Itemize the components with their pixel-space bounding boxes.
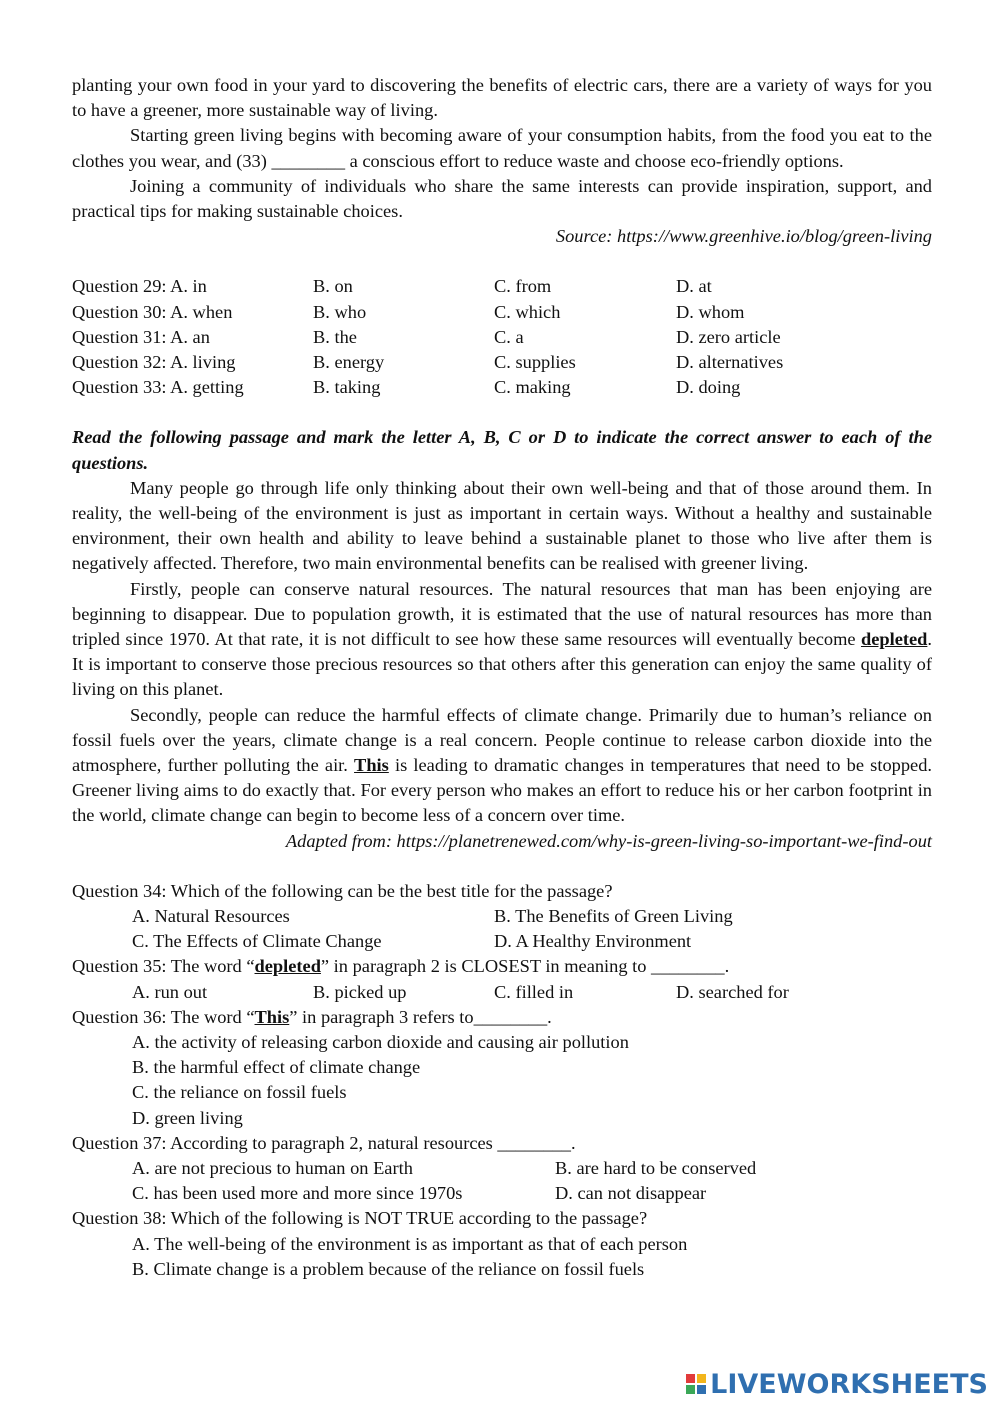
option-b[interactable]: B. who — [313, 301, 367, 322]
question-row-33 — [72, 375, 932, 400]
question-37-options-row-1 — [72, 1156, 932, 1181]
question-35-stem-b: ” in paragraph 2 is CLOSEST in meaning to ________. — [320, 956, 730, 977]
option-b[interactable]: B. The Benefits of Green Living — [494, 906, 733, 927]
keyword-this: This — [254, 1006, 290, 1027]
option-c[interactable]: C. making — [494, 377, 571, 398]
keyword-depleted: depleted — [860, 628, 928, 649]
option-c[interactable]: C. has been used more and more since 1970s — [132, 1183, 463, 1204]
question-36-stem-b: ” in paragraph 3 refers to________. — [289, 1006, 552, 1027]
option-c[interactable]: C. from — [494, 276, 552, 297]
question-35-options — [72, 980, 932, 1005]
option-d[interactable]: D. can not disappear — [555, 1183, 707, 1204]
spacer — [72, 249, 932, 274]
question-35-stem-a: Question 35: The word “ — [72, 956, 255, 977]
passage2-paragraph-2 — [72, 577, 932, 703]
reading-instruction: Read the following passage and mark the letter A, B, C or D to indicate the correct answer to each of the questions. — [72, 427, 932, 473]
option-c[interactable]: C. supplies — [494, 351, 576, 372]
liveworksheets-logo-text: LIVEWORKSHEETS — [710, 1368, 988, 1400]
worksheet-page — [72, 73, 932, 1282]
question-37-options-row-2 — [72, 1181, 932, 1206]
passage2-p3-text-b: is leading to dramatic changes in temperatures that need to be stopped. Greener living aims to do exactly that. For every person who makes an effort to reduce his or her carbon footprint in the world, climate change can begin to become less of a concern over time. — [72, 755, 932, 826]
question-row-32 — [72, 350, 932, 375]
question-34-stem: Question 34: Which of the following can be the best title for the passage? — [72, 880, 613, 901]
liveworksheets-logo — [685, 1369, 988, 1399]
keyword-depleted: depleted — [254, 956, 321, 977]
option-b[interactable]: B. the harmful effect of climate change — [132, 1057, 421, 1078]
option-d[interactable]: D. alternatives — [676, 351, 784, 372]
option-a[interactable]: A. the activity of releasing carbon dioxide and causing air pollution — [132, 1031, 629, 1052]
option-a[interactable]: A. are not precious to human on Earth — [132, 1158, 413, 1178]
option-c[interactable]: C. filled in — [494, 981, 574, 1002]
question-row-29 — [72, 274, 932, 299]
option-d[interactable]: D. searched for — [676, 981, 789, 1002]
question-34-options-row-2 — [72, 929, 932, 954]
passage1-paragraph-1: Starting green living begins with becoming aware of your consumption habits, from the food you eat to the clothes you wear, and (33) ________ a conscious effort to reduce waste and choose eco-friendly options. — [72, 125, 932, 171]
spacer — [72, 400, 932, 425]
option-a[interactable]: Question 30: A. when — [72, 301, 233, 322]
question-38-stem: Question 38: Which of the following is NOT TRUE according to the passage? — [72, 1208, 648, 1229]
question-35-stem — [72, 954, 932, 979]
question-row-31 — [72, 325, 932, 350]
option-b[interactable]: B. are hard to be conserved — [555, 1158, 757, 1178]
option-d[interactable]: D. whom — [676, 301, 745, 322]
option-a[interactable]: A. The well-being of the environment is as important as that of each person — [132, 1233, 688, 1254]
option-c[interactable]: C. the reliance on fossil fuels — [132, 1082, 347, 1103]
option-d[interactable]: D. doing — [676, 377, 741, 398]
option-a[interactable]: A. run out — [132, 981, 208, 1002]
option-a[interactable]: Question 31: A. an — [72, 326, 210, 347]
option-c[interactable]: C. The Effects of Climate Change — [132, 931, 382, 952]
option-b[interactable]: B. the — [313, 326, 357, 347]
option-b[interactable]: B. Climate change is a problem because of the reliance on fossil fuels — [132, 1258, 645, 1279]
passage2-paragraph-1: Many people go through life only thinking about their own well-being and that of those around them. In reality, the well-being of the environment is just as important in certain ways. Without a healthy and sustainable environment, their own health and ability to leave behind a sustainable planet to those who live after them is negatively affected. Therefore, two main environmental benefits can be realised with greener living. — [72, 477, 932, 574]
keyword-this: This — [354, 755, 389, 775]
option-a[interactable]: Question 29: A. in — [72, 276, 207, 297]
liveworksheets-logo-icon — [685, 1373, 707, 1395]
passage1-paragraph-2: Joining a community of individuals who share the same interests can provide inspiration, support, and practical tips for making sustainable choices. — [72, 175, 932, 222]
option-a[interactable]: Question 33: A. getting — [72, 377, 244, 398]
option-a[interactable]: Question 32: A. living — [72, 351, 236, 372]
passage2-p3-text-a: Secondly, people can reduce the harmful effects of climate change. Primarily due to human’s reliance on fossil fuels over the years, climate change is a real concern. People continue to release carbon dioxide into the atmosphere, further polluting the air. — [72, 704, 932, 775]
passage2-p2-text-b: . It is important to conserve those precious resources so that others after this generation can enjoy the same quality of living on this planet. — [72, 628, 932, 700]
passage1-source: Source: https://www.greenhive.io/blog/green-living — [555, 226, 932, 247]
option-d[interactable]: D. at — [676, 276, 712, 297]
passage2-p2-text-a: Firstly, people can conserve natural resources. The natural resources that man has been enjoying are beginning to disappear. Due to population growth, it is estimated that the use of natural resources has more than tripled since 1970. At that rate, it is not difficult to see how these same resources will eventually become — [72, 578, 932, 649]
passage2-paragraph-3 — [72, 703, 932, 829]
question-34-options-row-1 — [72, 904, 932, 929]
question-36-stem — [72, 1005, 932, 1030]
option-c[interactable]: C. which — [494, 301, 561, 322]
passage2-source: Adapted from: https://planetrenewed.com/why-is-green-living-so-important-we-find-out — [285, 830, 932, 851]
option-c[interactable]: C. a — [494, 326, 524, 347]
option-b[interactable]: B. taking — [313, 377, 381, 398]
question-36-stem-a: Question 36: The word “ — [72, 1006, 255, 1027]
option-b[interactable]: B. picked up — [313, 981, 407, 1002]
option-d[interactable]: D. A Healthy Environment — [494, 931, 692, 952]
option-d[interactable]: D. zero article — [676, 326, 781, 347]
option-a[interactable]: A. Natural Resources — [132, 906, 290, 927]
question-37-stem: Question 37: According to paragraph 2, natural resources ________. — [72, 1132, 576, 1153]
option-b[interactable]: B. on — [313, 276, 353, 297]
option-b[interactable]: B. energy — [313, 351, 385, 372]
question-row-30 — [72, 300, 932, 325]
passage1-paragraph-0: planting your own food in your yard to discovering the benefits of electric cars, there are a variety of ways for you to have a greener, more sustainable way of living. — [72, 75, 932, 121]
option-d[interactable]: D. green living — [132, 1107, 243, 1128]
spacer — [72, 854, 932, 879]
